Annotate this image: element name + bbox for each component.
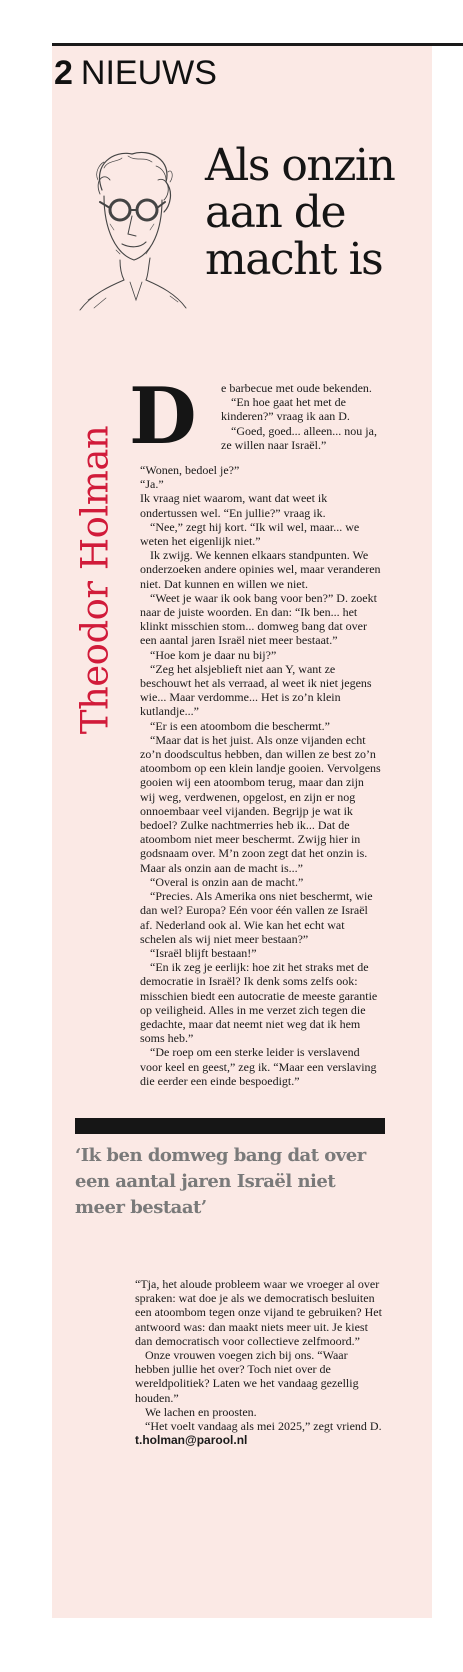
section-rubric xyxy=(54,56,217,90)
paragraph: “Tja, het aloude probleem waar we vroeger al over spraken: wat doe je als we democratisch besluiten een atoombom tegen onze vijand te gebruiken? Het antwoord was: dan maakt niets meer uit. Je kiest dan democratisch voor collectieve zelfmoord.” xyxy=(135,1277,382,1348)
author-name: Theodor Holman xyxy=(73,425,117,735)
paragraph: “Hoe kom je daar nu bij?” xyxy=(150,647,277,662)
paragraph: “Zeg het alsjeblieft niet aan Y, want ze beschouwt het als verraad, al weet ik niet jegens wie... Maar verdomme... Het is zo’n klein kutlandje...” xyxy=(140,661,372,719)
drop-cap: D xyxy=(129,371,197,462)
paragraph: “Overal is onzin aan de macht.” xyxy=(150,874,304,889)
paragraph: e barbecue met oude bekenden. xyxy=(221,381,372,395)
page-number: 2 xyxy=(54,54,73,92)
paragraph: “Precies. Als Amerika ons niet beschermt, wie dan wel? Europa? Eén voor één vallen ze Israël af. Nederland ook al. Wie kan het echt wat schelen als wij niet meer bestaan?” xyxy=(140,889,373,946)
paragraph: “Maar dat is het juist. Als onze vijanden echt zo’n doodscultus hebben, dan willen ze best zo’n atoombom op een klein landje gooien. Vervolgens gooien wij een atoombom terug, maar dan zijn wij weg, verdwenen, opgelost, en zijn er nog onnoembaar veel vijanden. Begrijp je wat ik bedoel? Zulke nachtmerries heb ik... Dat de atoombom niet meer beschermt. Zwijg hier in godsnaam over. M’n zoon zegt dat het onzin is. Maar als onzin aan de macht is...” xyxy=(140,732,381,875)
paragraph: “Israël blijft bestaan!” xyxy=(150,945,257,960)
paragraph: “Ja.” xyxy=(140,477,164,492)
author-portrait-sketch xyxy=(70,150,190,315)
paragraph: Ik zwijg. We kennen elkaars standpunten. We onderzoeken andere opinies wel, maar veranderen niet. Dat kunnen en willen we niet. xyxy=(140,548,381,591)
paragraph: Onze vrouwen voegen zich bij ons. “Waar hebben jullie het over? Toch niet over de wereldpolitiek? Laten we het vandaag gezellig houden.” xyxy=(135,1348,359,1405)
paragraph: “Wonen, bedoel je?” xyxy=(140,463,240,477)
author-byline xyxy=(70,370,120,790)
paragraph: “Goed, goed... alleen... nou ja, ze willen naar Israël.” xyxy=(221,423,377,452)
paragraph: “De roep om een sterke leider is verslavend voor keel en geest,” zeg ik. “Maar een verslaving die eerder een einde bespoedigt.” xyxy=(140,1045,377,1088)
paragraph: “Nee,” zegt hij kort. “Ik wil wel, maar... we weten het eigenlijk niet.” xyxy=(140,519,360,549)
article-body xyxy=(140,463,381,1088)
article-closing xyxy=(135,1277,385,1447)
paragraph: “En hoe gaat het met de kinderen?” vraag ik aan D. xyxy=(221,395,350,424)
quote-rule xyxy=(75,1118,385,1134)
paragraph: Ik vraag niet waarom, want dat weet ik ondertussen wel. “En jullie?” vraag ik. xyxy=(140,491,328,520)
paragraph: “Het voelt vandaag als mei 2025,” zegt vriend D. xyxy=(145,1419,382,1434)
paragraph: We lachen en proosten. xyxy=(145,1404,257,1419)
author-email-link[interactable]: t.holman@parool.nl xyxy=(135,1433,248,1448)
pull-quote: ‘Ik ben domweg bang dat over een aantal jaren Israël niet meer bestaat’ xyxy=(75,1145,366,1218)
paragraph: “Weet je waar ik ook bang voor ben?” D. zoekt naar de juiste woorden. En dan: “Ik ben... het klinkt misschien stom... domweg bang dat over een aantal jaren Israël niet meer bestaat.” xyxy=(140,590,377,648)
paragraph: “Er is een atoombom die beschermt.” xyxy=(150,718,330,733)
article-headline: Als onzin aan de macht is xyxy=(205,140,395,285)
paragraph: “En ik zeg je eerlijk: hoe zit het straks met de democratie in Israël? Ik denk soms zelfs ook: misschien biedt een autocratie de meeste garantie op veiligheid. Alles in me verzet zich tegen die gedachte, maar dat neemt niet weg dat ik hem soms heb.” xyxy=(140,960,378,1046)
article-intro xyxy=(221,381,381,452)
section-name: NIEUWS xyxy=(80,54,217,92)
